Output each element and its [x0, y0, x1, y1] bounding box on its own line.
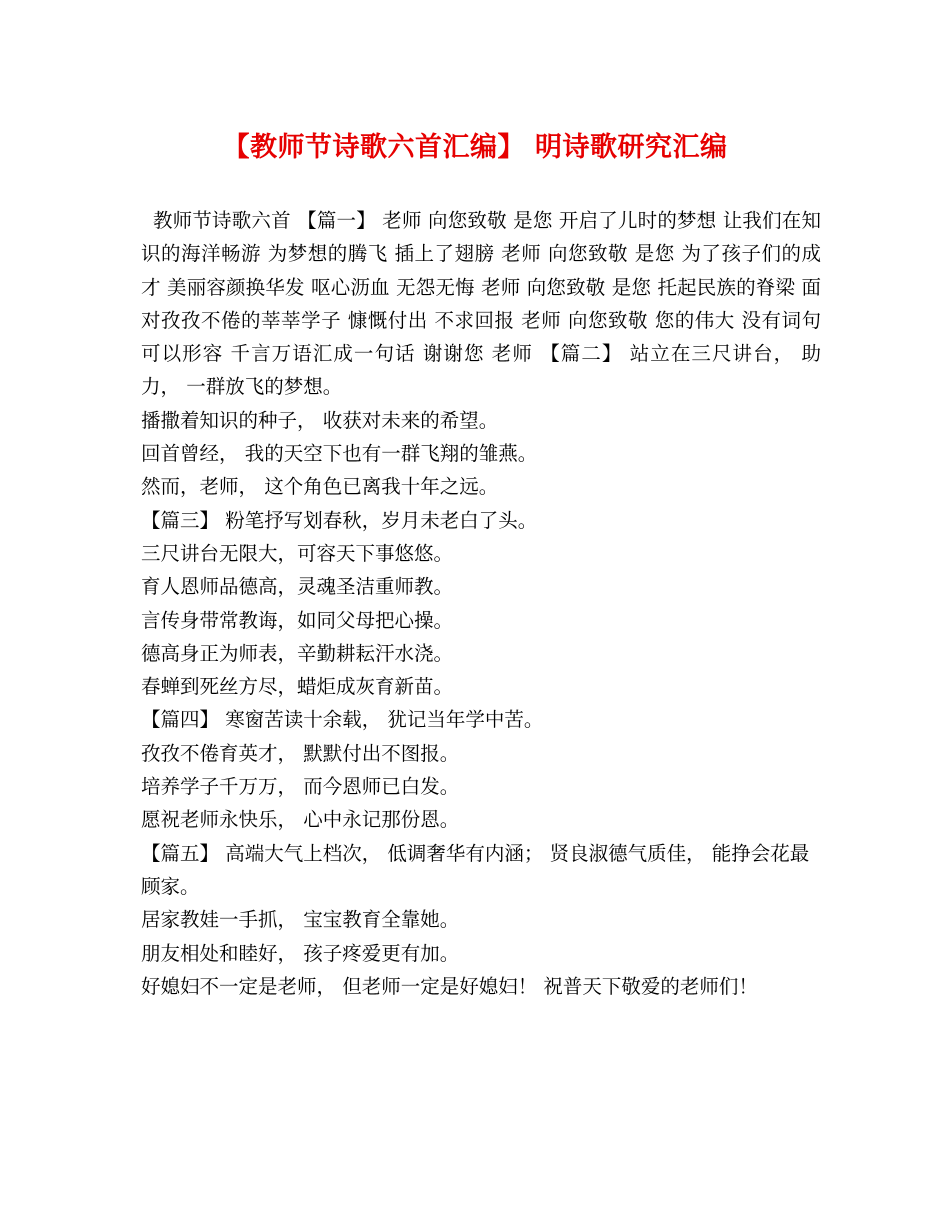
text-line: 培养学子千万万， 而今恩师已白发。 [141, 775, 460, 799]
text-line: 朋友相处和睦好， 孩子疼爱更有加。 [141, 941, 460, 965]
text-line: 居家教娃一手抓， 宝宝教育全靠她。 [141, 908, 460, 932]
text-line: 【篇三】 粉笔抒写划春秋，岁月未老白了头。 [141, 508, 538, 532]
text-line: 然而，老师， 这个角色已离我十年之远。 [141, 475, 499, 499]
text-line: 德高身正为师表，辛勤耕耘汗水浇。 [141, 641, 454, 665]
document-body [141, 204, 821, 1003]
text-line: 育人恩师品德高，灵魂圣洁重师教。 [141, 575, 454, 599]
text-line: 春蝉到死丝方尽，蜡炬成灰育新苗。 [141, 675, 454, 699]
text-line: 三尺讲台无限大，可容天下事悠悠。 [141, 541, 454, 565]
text-line: 【篇四】 寒窗苦读十余载， 犹记当年学中苦。 [141, 708, 544, 732]
text-line: 回首曾经， 我的天空下也有一群飞翔的雏燕。 [141, 442, 538, 466]
text-line: 好媳妇不一定是老师， 但老师一定是好媳妇！ 祝普天下敬爱的老师们！ [141, 974, 758, 998]
text-line: 孜孜不倦育英才， 默默付出不图报。 [141, 741, 460, 765]
intro-paragraph: 教师节诗歌六首 【篇一】 老师 向您致敬 是您 开启了儿时的梦想 让我们在知识的海洋畅游 为梦想的腾飞 插上了翅膀 老师 向您致敬 是您 为了孩子们的成才 美丽容颜换华发 呕心沥血 无怨无悔 老师 向您致敬 是您 托起民族的脊梁 面对孜孜不倦的莘莘学子 慷慨付出 不求回报 老师 向您致敬 您的伟大 没有词句可以形容 千言万语汇成一句话 谢谢您 老师 【篇二】 站立在三尺讲台， 助力， 一群放飞的梦想。 [141, 209, 821, 399]
text-line: 【篇五】 高端大气上档次， 低调奢华有内涵； 贤良淑德气质佳， 能挣会花最顾家。 [141, 841, 810, 898]
text-line: 言传身带常教诲，如同父母把心操。 [141, 608, 454, 632]
text-line: 愿祝老师永快乐， 心中永记那份恩。 [141, 808, 460, 832]
document-title: 【教师节诗歌六首汇编】 明诗歌研究汇编 [222, 132, 728, 163]
text-line: 播撒着知识的种子， 收获对未来的希望。 [141, 408, 499, 432]
